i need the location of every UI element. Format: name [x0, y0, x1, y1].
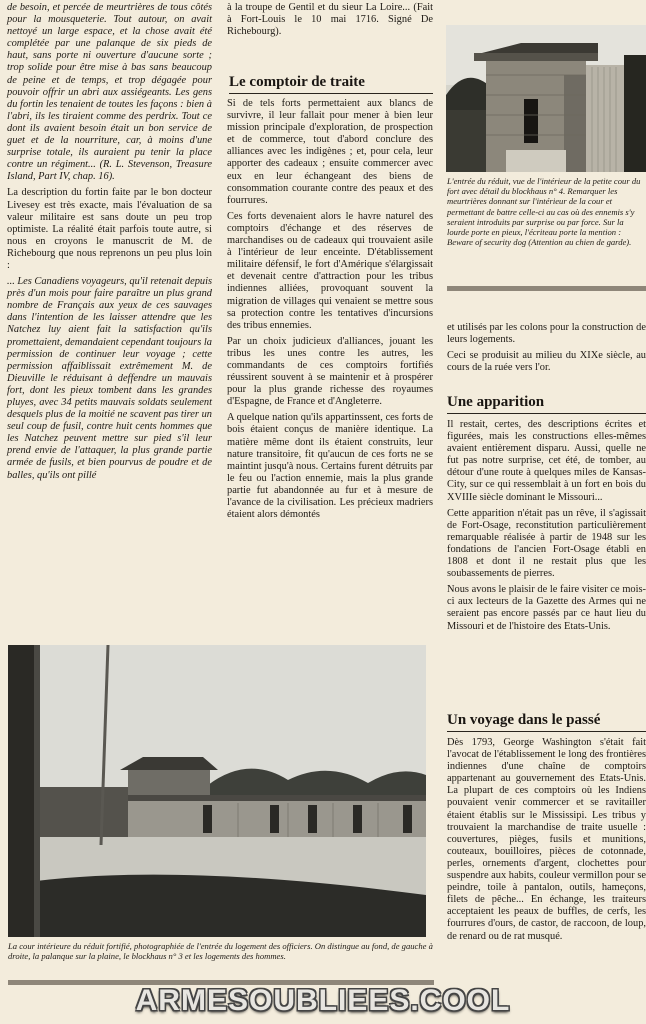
column-2 [227, 2, 433, 42]
caption-divider-top [447, 286, 646, 291]
column-3-voyage [447, 737, 646, 947]
heading-comptoir: Le comptoir de traite [229, 73, 433, 94]
photo-top-caption: L'entrée du réduit, vue de l'intérieur de la petite cour du fort avec détail du blockhaus n° 4. Remarquer les meurtrières donnant sur l'intérieur de la cour et permettant de battre celle-ci au cas où des ennemis s'y seraient introduits par surprise ou par force. Sur la lourde porte en pieux, l'écriteau porte la mention : Beware of security dog (Attention au chien de garde). [447, 176, 641, 248]
courtyard-photo-graphic [8, 645, 426, 937]
paragraph-choix: Par un choix judicieux d'alliances, jouant les tribus les unes contre les autres, les commandants de ces comptoirs fortifiés réussirent souvent à se maintenir et à prospérer pour la plus grande richesse des royaumes d'Espagne, de France et d'Angleterre. [227, 335, 433, 408]
paragraph-visite: Nous avons le plaisir de le faire visiter ce mois-ci aux lecteurs de la Gazette des Armes qui ne seraient pas encore passés par ce haut lieu du Missouri et de l'histoire des Etats-Unis. [447, 584, 646, 632]
richebourg-quote: ... Les Canadiens voyageurs, qu'il retenait depuis près d'un mois pour faire paraître un plus grand nombre de Français aux yeux de ces sauvages dans l'intention de les laisser attendre que les Natchez luy aient fait la satisfaction qu'ils promettaient, demandaient cependant toujours la permission de continuer leur voyage ; cette permission affaiblissait extrêmement M. de Dieuville le réduisant à deffendre un mauvais fort, dont les pieux tombent dans les grandes pluyes, avec 34 petits mauvais soldats seulement desquels plus de la moitié ne scavent pas tirer un seul coup de fusil, contre huit cents hommes que les Natchez peuvent mettre sur pied s'il leur prend envie de l'attaquer, la plus grande partie armée de fusils, et bien pourvus de poudre et de balles, qu'ils ont pillé [7, 276, 213, 481]
site-watermark: ARMESOUBLIEES.COOL [135, 984, 511, 1017]
paragraph-surprise: Il restait, certes, des descriptions écrites et figurées, mais les constructions elles-mêmes avaient entièrement disparu. Aussi, quelle ne fut pas notre surprise, cet été, de tomber, au détour d'une route à quelques miles de Kansas-City, sur ce qui ressemblait à un fort en bois du XVIIIe siècle dominant le Missouri... [447, 419, 646, 503]
column-1 [7, 2, 212, 486]
photo-big-caption: La cour intérieure du réduit fortifié, photographiée de l'entrée du logement des officiers. On distingue au fond, de gauche à droite, la palanque sur la plaine, le blockhaus n° 3 et les logements des hommes. [8, 941, 433, 962]
column-3-apparition [447, 419, 646, 637]
paragraph-fort-osage: Cette apparition n'était pas un rêve, il s'agissait de Fort-Osage, reconstitution particulièrement remarquable réalisée à partir de 1948 sur les fondations de l'ancien Fort-Osage établi en 1808 et dont il ne restait plus que les soubassements de pierres. [447, 507, 646, 580]
paragraph-ruee: Ceci se produisit au milieu du XIXe siècle, au cours de la ruée vers l'or. [447, 350, 646, 374]
heading-apparition: Une apparition [447, 393, 646, 414]
photo-courtyard [8, 645, 426, 937]
richebourg-signature: à la troupe de Gentil et du sieur La Loire... (Fait à Fort-Louis le 10 mai 1716. Signé De Richebourg). [227, 2, 433, 38]
heading-voyage: Un voyage dans le passé [447, 711, 646, 732]
stevenson-quote: de besoin, et percée de meurtrières de tous côtés pour la mousqueterie. Tout autour, on avait nettoyé un large espace, et la chose avait été complétée par une palanque de six pieds de haut, sans porte ni ouverture d'aucune sorte ; trop solide pour être mise à bas sans beaucoup de peine et de temps, et trop dégagée pour pouvoir offrir un abri aux assiégeants. Les gens du fortin les tenaient de toutes les façons : bien à l'abri, ils les tiraient comme des perdrix. Tout ce dont ils avaient besoin était un bon service de guet et de la nourriture, car, à moins d'une surprise totale, ils auraient pu tenir la place contre un régiment... (R. L. Stevenson, Treasure Island, Part IV, chap. 16). [7, 2, 212, 183]
paragraph-havre: Ces forts devenaient alors le havre naturel des comptoirs d'échange et des réserves de marchandises ou de cadeaux qui trouvaient asile à l'intérieur de leur enceinte. D'établissement militaire défensif, le fort d'Amérique s'élargissait et devenait centre d'attraction pour les tribus indiennes alliées, provoquant souvent la migration de villages qui venaient se mettre sous sa protection contre les tentatives d'incursions des tribus ennemies. [227, 210, 433, 331]
blockhouse-photo-graphic [446, 25, 646, 172]
paragraph-colons: et utilisés par les colons pour la construction de leurs logements. [447, 322, 646, 346]
livesey-paragraph: La description du fortin faite par le bon docteur Livesey est très exacte, mais l'évaluation de sa valeur militaire est sans doute un peu trop optimiste. La réalité était parfois toute autre, si nous en croyons le manuscrit de M. de Richebourg que nous reprenons un peu plus loin : [7, 187, 212, 271]
paragraph-alliances: Si de tels forts permettaient aux blancs de survivre, il leur fallait pour mener à bien leur mission principale d'exploration, de prospection et de commerce, tout d'abord conclure des alliances avec les indigènes ; et, pour cela, leur apporter des cadeaux ; ensuite commercer avec eux en leur échangeant des biens de consommation courante contre des peaux et des fourrures. [227, 98, 433, 206]
paragraph-washington: Dès 1793, George Washington s'était fait l'avocat de l'établissement le long des frontières indiennes d'une chaîne de comptoirs appartenant au gouvernement des Etats-Unis. La plupart de ces comptoirs où les Indiens pouvaient venir commercer et se ravitailler étaient établis sur le Mississipi. Les tribus y trouvaient la marchandise de traite usuelle : couvertures, pièges, fusils et munitions, couteaux, bouilloires, pièces de cotonnade, perles, ornements d'argent, clochettes pour suspendre aux habits, couleur vermillon pour se peindre, toile à pantalon, outils, hameçons, filets de pêche... En échange, les traiteurs acceptaient les peaux de buffles, de cerfs, les fourrures d'ours, de castor, de raccoon, de loup, de renard ou de rat musqué. [447, 737, 646, 942]
photo-reduit-entrance [446, 25, 646, 172]
column-2-body [227, 98, 433, 525]
column-3 [447, 322, 646, 378]
paragraph-nation: A quelque nation qu'ils appartinssent, ces forts de bois étaient conçus de manière identique. La matière même dont ils étaient construits, leur nature transitoire, fit qu'aucun de ces forts ne se maintint jusqu'à nous. Certains furent détruits par le feu ou l'action ennemie, mais la plus grande partie fut abandonnée au fur et à mesure de l'avance de la civilisation. Les précieux madriers étaient alors démontés [227, 412, 433, 521]
